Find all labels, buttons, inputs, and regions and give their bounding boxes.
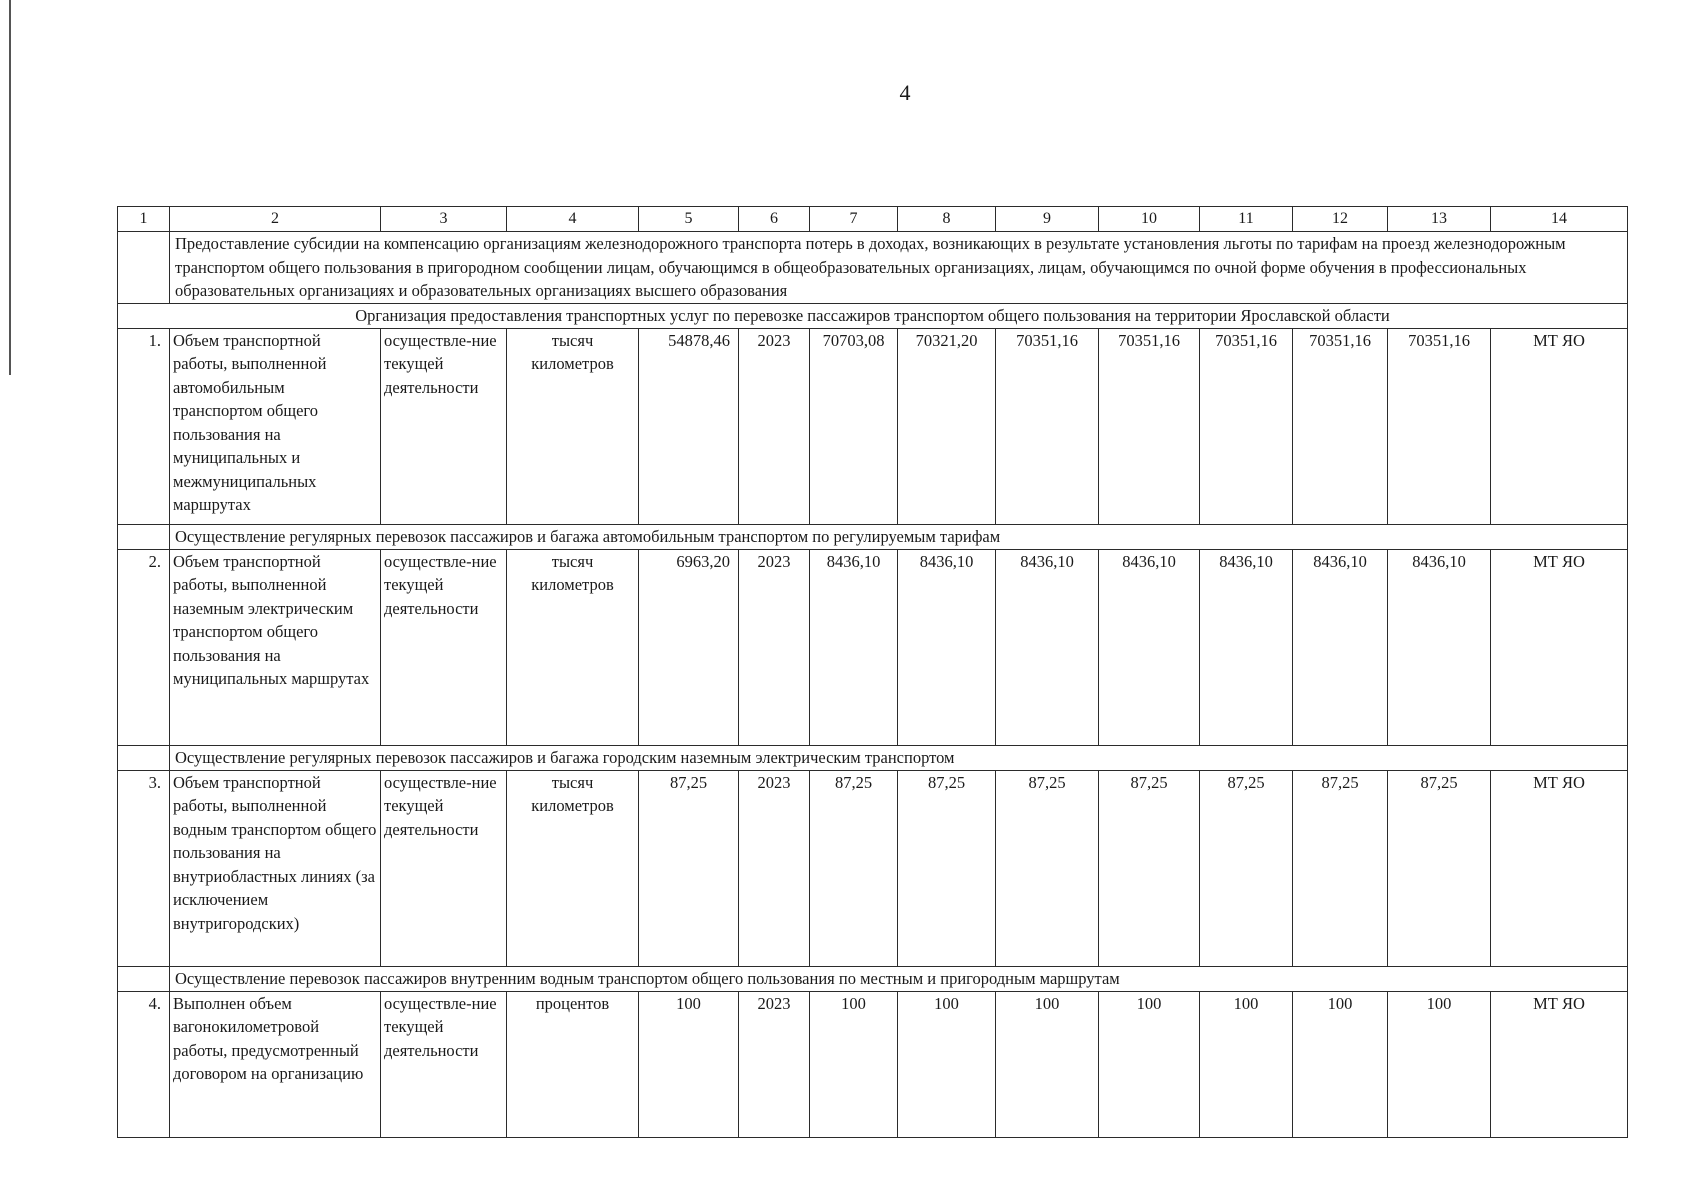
value-col-11: 70351,16 <box>1200 328 1293 524</box>
column-number: 5 <box>639 207 739 232</box>
column-number: 14 <box>1491 207 1628 232</box>
indicator-unit: тысяч километров <box>507 770 639 966</box>
base-value: 87,25 <box>639 770 739 966</box>
column-number: 10 <box>1099 207 1200 232</box>
base-value: 6963,20 <box>639 549 739 745</box>
indicator-name: Выполнен объем вагонокилометровой работы, предусмотренный договором на организацию <box>170 991 381 1137</box>
value-col-9: 8436,10 <box>996 549 1099 745</box>
base-value: 100 <box>639 991 739 1137</box>
value-col-8: 87,25 <box>898 770 996 966</box>
row-number: 4. <box>118 991 170 1137</box>
value-col-8: 100 <box>898 991 996 1137</box>
column-number: 11 <box>1200 207 1293 232</box>
value-col-8: 70321,20 <box>898 328 996 524</box>
subsidy-text: Предоставление субсидии на компенсацию организациям железнодорожного транспорта потерь в доходах, возникающих в результате установления льготы по тарифам на проезд железнодорожным транспортом общего пользования в пригородном сообщении лицам, обучающимся в общеобразовательных организациях, лицам, обучающимся по очной форме обучения в профессиональных образовательных организациях и образовательных организациях высшего образования <box>170 232 1628 304</box>
indicator-name: Объем транспортной работы, выполненной автомобильным транспортом общего пользования на муниципальных и межмуниципальных маршрутах <box>170 328 381 524</box>
table-row <box>118 770 1628 966</box>
value-col-13: 70351,16 <box>1388 328 1491 524</box>
column-number-row <box>118 207 1628 232</box>
organization-text: Организация предоставления транспортных услуг по перевозке пассажиров транспортом общего пользования на территории Ярославской области <box>118 303 1628 328</box>
row-number: 1. <box>118 328 170 524</box>
column-number: 7 <box>810 207 898 232</box>
indicator-unit: тысяч километров <box>507 328 639 524</box>
value-col-7: 8436,10 <box>810 549 898 745</box>
value-col-7: 87,25 <box>810 770 898 966</box>
column-number: 1 <box>118 207 170 232</box>
column-number: 9 <box>996 207 1099 232</box>
column-number: 12 <box>1293 207 1388 232</box>
value-col-12: 8436,10 <box>1293 549 1388 745</box>
base-year: 2023 <box>739 549 810 745</box>
base-year: 2023 <box>739 770 810 966</box>
value-col-13: 8436,10 <box>1388 549 1491 745</box>
responsible: МТ ЯО <box>1491 991 1628 1137</box>
value-col-11: 8436,10 <box>1200 549 1293 745</box>
indicator-type: осуществле-ние текущей деятельности <box>381 328 507 524</box>
value-col-10: 8436,10 <box>1099 549 1200 745</box>
indicator-name: Объем транспортной работы, выполненной водным транспортом общего пользования на внутриобластных линиях (за исключением внутригородских) <box>170 770 381 966</box>
indicator-type: осуществле-ние текущей деятельности <box>381 549 507 745</box>
scan-margin-line <box>9 0 11 375</box>
value-col-13: 100 <box>1388 991 1491 1137</box>
empty-cell <box>118 232 170 304</box>
value-col-11: 100 <box>1200 991 1293 1137</box>
organization-row <box>118 303 1628 328</box>
empty-cell <box>118 966 170 991</box>
base-year: 2023 <box>739 991 810 1137</box>
indicator-name: Объем транспортной работы, выполненной наземным электрическим транспортом общего пользования на муниципальных маршрутах <box>170 549 381 745</box>
value-col-10: 87,25 <box>1099 770 1200 966</box>
band-row <box>118 966 1628 991</box>
value-col-13: 87,25 <box>1388 770 1491 966</box>
band-row <box>118 745 1628 770</box>
indicator-type: осуществле-ние текущей деятельности <box>381 770 507 966</box>
empty-cell <box>118 524 170 549</box>
subsidy-row <box>118 232 1628 304</box>
value-col-10: 70351,16 <box>1099 328 1200 524</box>
band-text: Осуществление регулярных перевозок пассажиров и багажа автомобильным транспортом по регулируемым тарифам <box>170 524 1628 549</box>
value-col-12: 100 <box>1293 991 1388 1137</box>
band-text: Осуществление регулярных перевозок пассажиров и багажа городским наземным электрическим транспортом <box>170 745 1628 770</box>
table-row <box>118 549 1628 745</box>
empty-cell <box>118 745 170 770</box>
base-year: 2023 <box>739 328 810 524</box>
table-row <box>118 991 1628 1137</box>
column-number: 8 <box>898 207 996 232</box>
indicator-unit: процентов <box>507 991 639 1137</box>
column-number: 6 <box>739 207 810 232</box>
band-row <box>118 524 1628 549</box>
indicator-type: осуществле-ние текущей деятельности <box>381 991 507 1137</box>
value-col-7: 70703,08 <box>810 328 898 524</box>
column-number: 13 <box>1388 207 1491 232</box>
column-number: 2 <box>170 207 381 232</box>
value-col-10: 100 <box>1099 991 1200 1137</box>
column-number: 4 <box>507 207 639 232</box>
row-number: 3. <box>118 770 170 966</box>
value-col-12: 87,25 <box>1293 770 1388 966</box>
responsible: МТ ЯО <box>1491 328 1628 524</box>
value-col-12: 70351,16 <box>1293 328 1388 524</box>
value-col-7: 100 <box>810 991 898 1137</box>
responsible: МТ ЯО <box>1491 549 1628 745</box>
column-number: 3 <box>381 207 507 232</box>
band-text: Осуществление перевозок пассажиров внутренним водным транспортом общего пользования по местным и пригородным маршрутам <box>170 966 1628 991</box>
value-col-9: 87,25 <box>996 770 1099 966</box>
indicator-unit: тысяч километров <box>507 549 639 745</box>
base-value: 54878,46 <box>639 328 739 524</box>
value-col-9: 70351,16 <box>996 328 1099 524</box>
table-row <box>118 328 1628 524</box>
value-col-8: 8436,10 <box>898 549 996 745</box>
row-number: 2. <box>118 549 170 745</box>
indicators-table <box>117 206 1628 1138</box>
page-number: 4 <box>899 80 911 105</box>
value-col-9: 100 <box>996 991 1099 1137</box>
responsible: МТ ЯО <box>1491 770 1628 966</box>
value-col-11: 87,25 <box>1200 770 1293 966</box>
